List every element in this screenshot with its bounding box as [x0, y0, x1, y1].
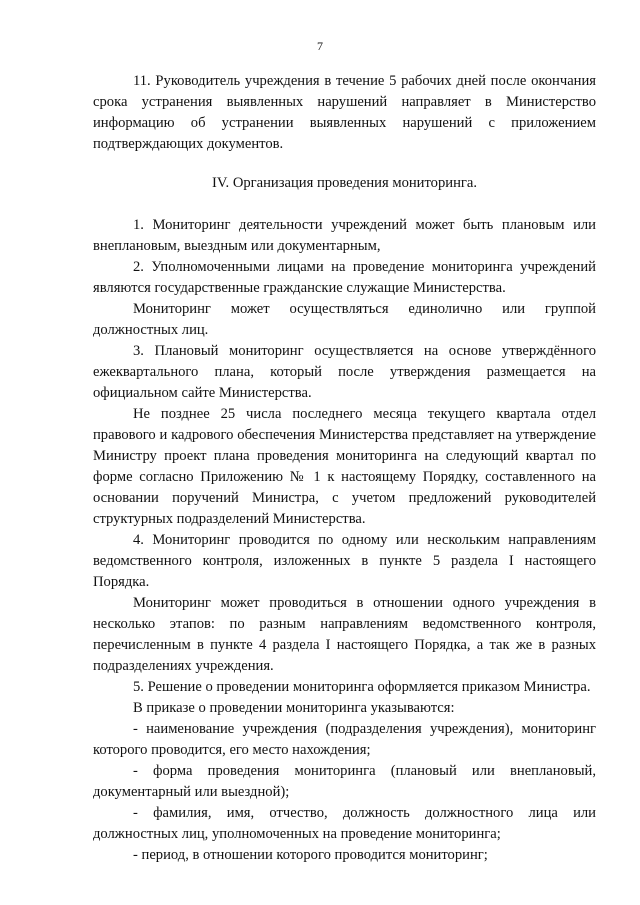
- paragraph: Мониторинг может осуществляться единолично или группой должностных лиц.: [93, 301, 596, 338]
- list-item: - наименование учреждения (подразделения учреждения), мониторинг которого проводится, его место нахождения;: [93, 721, 596, 758]
- paragraph: В приказе о проведении мониторинга указываются:: [133, 700, 455, 716]
- list-item: - фамилия, имя, отчество, должность должностного лица или должностных лиц, уполномоченных на проведение мониторинга;: [93, 805, 596, 842]
- document-body: [93, 71, 596, 866]
- paragraph: 3. Плановый мониторинг осуществляется на основе утверждённого ежеквартального плана, который после утверждения размещается на официальном сайте Министерства.: [93, 343, 596, 401]
- list-item: - период, в отношении которого проводится мониторинг;: [133, 847, 488, 863]
- section-title: IV. Организация проведения мониторинга.: [212, 175, 477, 191]
- paragraph-11: 11. Руководитель учреждения в течение 5 рабочих дней после окончания срока устранения выявленных нарушений направляет в Министерство информацию об устранении выявленных нарушений с приложением подтверждающих документов.: [93, 73, 596, 152]
- paragraph: Мониторинг может проводиться в отношении одного учреждения в несколько этапов: по разным направлениям ведомственного контроля, перечисленным в пункте 4 раздела I настоящего Порядка, а так же в разных подразделениях учреждения.: [93, 595, 596, 674]
- paragraph: 1. Мониторинг деятельности учреждений может быть плановым или внеплановым, выездным или документарным,: [93, 217, 596, 254]
- paragraph: 5. Решение о проведении мониторинга оформляется приказом Министра.: [133, 679, 591, 695]
- page-number: 7: [317, 39, 323, 53]
- paragraph: 2. Уполномоченными лицами на проведение мониторинга учреждений являются государственные гражданские служащие Министерства.: [93, 259, 596, 296]
- paragraph: Не позднее 25 числа последнего месяца текущего квартала отдел правового и кадрового обеспечения Министерства представляет на утверждение Министру проект плана проведения мониторинга на следующий квартал по форме согласно Приложению № 1 к настоящему Порядку, составленного на основании поручений Министра, с учетом предложений руководителей структурных подразделений Министерства.: [93, 406, 596, 527]
- paragraph: 4. Мониторинг проводится по одному или нескольким направлениям ведомственного контроля, изложенных в пункте 5 раздела I настоящего Порядка.: [93, 532, 596, 590]
- list-item: - форма проведения мониторинга (плановый или внеплановый, документарный или выездной);: [93, 763, 596, 800]
